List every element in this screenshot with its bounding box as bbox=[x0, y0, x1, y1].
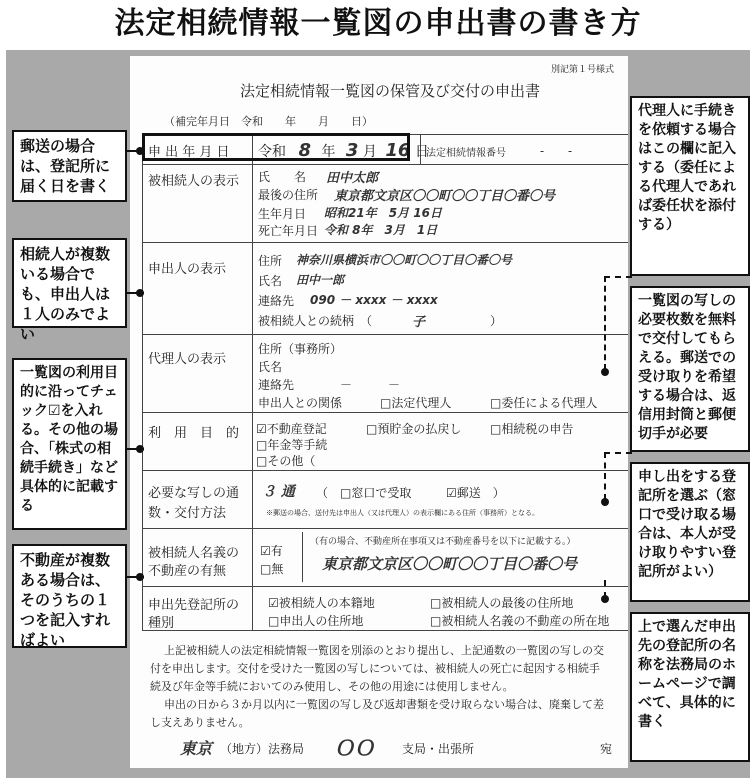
decedent-death[interactable]: 令和 8年 3月 1日 bbox=[324, 223, 438, 237]
body-line-1: 上記被相続人の法定相続情報一覧図を別添のとおり提出し、上記通数の一覧図の写しの交 bbox=[164, 644, 604, 657]
applicant-contact[interactable]: 090 － xxxx － xxxx bbox=[310, 293, 438, 307]
office-option-last-address[interactable]: □被相続人の最後の住所地 bbox=[430, 596, 574, 610]
office-option-property[interactable]: □被相続人名義の不動産の所在地 bbox=[430, 614, 610, 628]
agent-address-label: 住所（事務所） bbox=[258, 342, 343, 356]
applicant-relation[interactable]: 子 bbox=[412, 315, 426, 330]
callout-mail-date: 郵送の場合は、登記所に届く日を書く bbox=[12, 130, 127, 202]
info-number-value: - - bbox=[540, 144, 573, 158]
applicant-label: 申出人の表示 bbox=[148, 262, 227, 277]
decedent-name-label: 氏 名 bbox=[258, 170, 307, 184]
copies-count[interactable]: ３ 通 bbox=[262, 484, 295, 500]
callout-office-name: 上で選んだ申出先の登記所の名称を法務局のホームページで調べて、具体的に書く bbox=[630, 612, 750, 762]
date-year: 8 bbox=[298, 140, 311, 161]
agent-name-label: 氏名 bbox=[258, 360, 283, 374]
info-number-label: 法定相続情報番号 bbox=[426, 148, 506, 159]
date-month: 3 bbox=[345, 140, 359, 161]
applicant-relation-close: ） bbox=[490, 314, 503, 328]
date-era: 令和 bbox=[258, 144, 286, 160]
applicant-name-label: 氏名 bbox=[258, 274, 283, 288]
decedent-label: 被相続人の表示 bbox=[148, 174, 240, 189]
sign-prefecture[interactable]: 東京 bbox=[180, 739, 213, 758]
office-option-domicile[interactable]: ☑被相続人の本籍地 bbox=[268, 596, 375, 610]
application-form bbox=[130, 56, 628, 768]
sign-branch-label: 支局・出張所 bbox=[402, 742, 475, 756]
copies-label-line2: 数・交付方法 bbox=[148, 506, 227, 521]
applicant-address[interactable]: 神奈川県横浜市〇〇町〇〇丁目〇番〇号 bbox=[296, 253, 513, 267]
decedent-address[interactable]: 東京都文京区〇〇町〇〇丁目〇番〇号 bbox=[334, 189, 556, 204]
applicant-relation-label: 被相続人との続柄 （ bbox=[258, 314, 373, 328]
purpose-option-realestate[interactable]: ☑不動産登記 bbox=[256, 422, 327, 436]
date-day-unit: 日 bbox=[414, 144, 429, 160]
decedent-name[interactable]: 田中太郎 bbox=[326, 171, 379, 186]
sign-bureau-label: （地方）法務局 bbox=[220, 742, 305, 756]
date-label: 申 出 年 月 日 bbox=[148, 145, 230, 160]
realestate-label-line1: 被相続人名義の bbox=[148, 546, 240, 561]
date-day: 16 bbox=[385, 140, 411, 161]
date-month-unit: 月 bbox=[362, 144, 377, 160]
supplement-date: （補完年月日 令和 年 月 日） bbox=[164, 115, 373, 128]
copies-note: ※郵送の場合、送付先は申出人（又は代理人）の表示欄にある住所（事務所）となる。 bbox=[266, 509, 539, 517]
applicant-name[interactable]: 田中一郎 bbox=[296, 273, 345, 287]
decedent-birth[interactable]: 昭和21年 5月 16日 bbox=[324, 206, 442, 220]
office-label-line1: 申出先登記所の bbox=[148, 598, 240, 613]
form-heading: 法定相続情報一覧図の保管及び交付の申出書 bbox=[240, 82, 541, 100]
callout-one-property: 不動産が複数ある場合は、そのうちの１つを記入すればよい bbox=[12, 544, 127, 648]
office-option-applicant-address[interactable]: □申出人の住所地 bbox=[268, 614, 364, 628]
agent-relation-label: 申出人との関係 bbox=[258, 396, 343, 410]
page-title: 法定相続情報一覧図の申出書の書き方 bbox=[114, 6, 642, 41]
decedent-death-label: 死亡年月日 bbox=[258, 224, 319, 238]
decedent-birth-label: 生年月日 bbox=[258, 207, 307, 221]
body-line-2: 付を申出します。交付を受けた一覧図の写しについては、被相続人の死亡に起因する相続手 bbox=[150, 662, 600, 675]
form-number: 別記第１号様式 bbox=[550, 65, 614, 75]
agent-option-delegated[interactable]: □委任による代理人 bbox=[490, 396, 598, 410]
callout-single-applicant: 相続人が複数いる場合でも、申出人は１人のみでよい bbox=[12, 238, 127, 328]
purpose-option-other[interactable]: □その他（ bbox=[256, 454, 316, 468]
purpose-option-pension[interactable]: □年金等手続 bbox=[256, 438, 328, 452]
sign-to: 宛 bbox=[600, 742, 613, 756]
copies-label-line1: 必要な写しの通 bbox=[148, 486, 240, 501]
office-label-line2: 種別 bbox=[148, 616, 175, 631]
callout-purpose: 一覧図の利用目的に沿ってチェック☑を入れる。その他の場合、「株式の相続手続き」など具体的に記載する bbox=[12, 358, 127, 530]
applicant-address-label: 住所 bbox=[258, 254, 283, 268]
realestate-no[interactable]: □無 bbox=[260, 562, 284, 576]
callout-copies: 一覧図の写しの必要枚数を無料で交付してもらえる。郵送での受け取りを希望する場合は、返信用封筒と郵便切手が必要 bbox=[630, 286, 750, 452]
callout-office: 申し出をする登記所を選ぶ（窓口で受け取る場合は、本人が受け取りやすい登記所がよい） bbox=[630, 462, 750, 602]
purpose-option-tax[interactable]: □相続税の申告 bbox=[490, 422, 574, 436]
purpose-label: 利 用 目 的 bbox=[148, 426, 240, 441]
sign-branch[interactable]: ＯＯ bbox=[334, 736, 374, 760]
date-year-unit: 年 bbox=[321, 144, 336, 160]
copies-method-counter[interactable]: （ □窓口で受取 bbox=[316, 486, 412, 500]
realestate-note: （有の場合、不動産所在事項又は不動産番号を以下に記載する。） bbox=[310, 537, 576, 547]
applicant-contact-label: 連絡先 bbox=[258, 294, 295, 308]
realestate-label-line2: 不動産の有無 bbox=[148, 564, 227, 579]
date-highlight-box bbox=[142, 133, 410, 161]
callout-agent: 代理人に手続きを依頼する場合はこの欄に記入する（委任による代理人であれば委任状を添付する） bbox=[630, 96, 750, 276]
realestate-yes[interactable]: ☑有 bbox=[260, 544, 283, 558]
realestate-address[interactable]: 東京都文京区〇〇町〇〇丁目〇番〇号 bbox=[322, 555, 578, 573]
agent-contact-label: 連絡先 bbox=[258, 378, 295, 392]
body-line-5: し支えありません。 bbox=[150, 716, 250, 729]
agent-contact-dash: － － bbox=[340, 378, 401, 392]
decedent-address-label: 最後の住所 bbox=[258, 188, 319, 202]
purpose-option-deposit[interactable]: □預貯金の払戻し bbox=[366, 422, 462, 436]
agent-label: 代理人の表示 bbox=[148, 352, 227, 367]
agent-option-legal[interactable]: □法定代理人 bbox=[380, 396, 452, 410]
copies-method-mail[interactable]: ☑郵送 ） bbox=[446, 486, 505, 500]
body-line-4: 申出の日から３か月以内に一覧図の写し及び返却書類を受け取らない場合は、廃棄して差 bbox=[164, 698, 604, 711]
body-line-3: 続及び年金等手続においてのみ使用し、その他の用途には使用しません。 bbox=[150, 680, 514, 693]
